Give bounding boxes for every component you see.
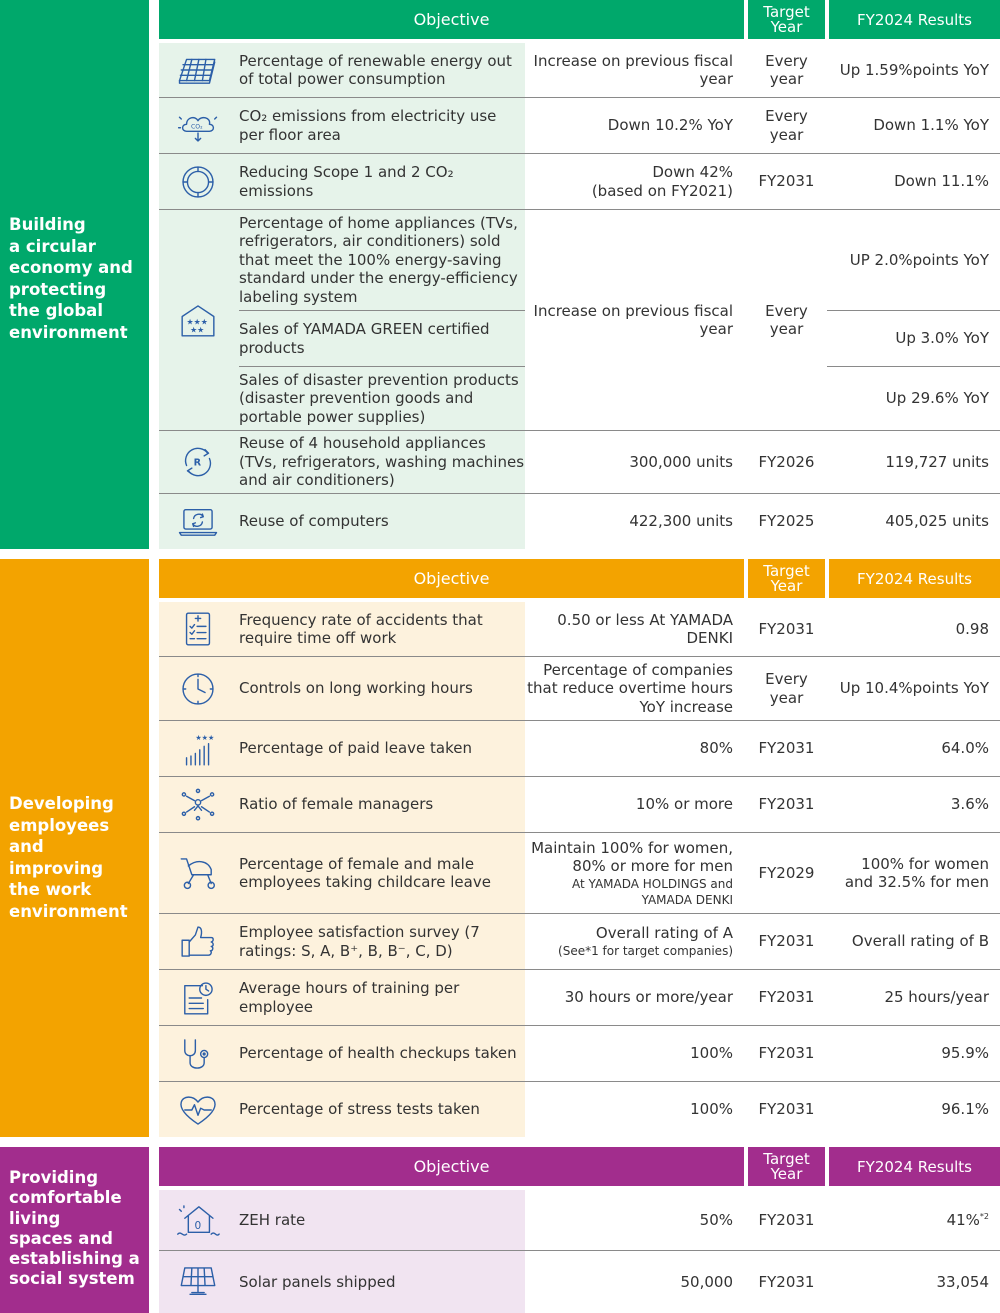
target-value <box>525 914 733 969</box>
objective-text: Percentage of stress tests taken <box>239 1100 480 1119</box>
svg-text:0: 0 <box>194 1219 202 1232</box>
target-value <box>525 833 733 913</box>
people-network-icon <box>169 783 227 827</box>
target-year: FY2031 <box>758 1100 815 1119</box>
result-value <box>829 1190 989 1250</box>
target-year: FY2031 <box>758 988 815 1007</box>
table-row <box>159 970 1000 1025</box>
result-value: Down 11.1% <box>894 172 989 191</box>
environment-band <box>0 0 149 549</box>
table-row <box>159 1190 1000 1250</box>
objective-text: Solar panels shipped <box>239 1272 396 1291</box>
target-year: FY2029 <box>758 863 815 882</box>
table-subrow <box>159 210 1000 310</box>
result-value: 64.0% <box>941 739 989 758</box>
objective-text: ZEH rate <box>239 1210 306 1229</box>
objective-text: CO₂ emissions from electricity use per floor area <box>239 107 497 144</box>
result-value: 100% for women and 32.5% for men <box>844 854 989 891</box>
target-year: FY2031 <box>758 1210 815 1229</box>
objective-text: Percentage of paid leave taken <box>239 739 472 758</box>
table-row <box>159 833 1000 913</box>
target-year: FY2031 <box>758 739 815 758</box>
living-band <box>0 1147 149 1313</box>
co2-cloud-icon <box>169 104 227 148</box>
result-value: 96.1% <box>941 1100 989 1119</box>
result-value: 0.98 <box>955 619 989 638</box>
target-value: 50,000 <box>680 1272 733 1291</box>
target-ring-icon <box>169 160 227 204</box>
target-year: FY2031 <box>758 1044 815 1063</box>
objective-text: Sales of disaster prevention products (disaster prevention goods and portable power supplies) <box>239 370 519 426</box>
objective-text: Average hours of training per employee <box>239 979 460 1016</box>
target-value: Increase on previous fiscal year <box>533 301 733 338</box>
objective-text: Controls on long working hours <box>239 679 473 698</box>
table-row <box>159 1251 1000 1313</box>
target-year-header: Target Year <box>763 561 810 595</box>
living-header <box>159 1147 1000 1186</box>
target-year: Every year <box>765 670 808 707</box>
employees-band <box>0 559 149 1137</box>
result-value: 95.9% <box>941 1044 989 1063</box>
employees-label: Developing employees and improving the work environment <box>9 794 128 921</box>
table-row <box>159 777 1000 832</box>
target-year: FY2025 <box>758 512 815 531</box>
target-year: Every year <box>765 301 808 338</box>
target-year: Every year <box>765 107 808 144</box>
table-row <box>159 98 1000 153</box>
target-year: FY2031 <box>758 172 815 191</box>
checklist-icon <box>169 607 227 651</box>
target-value: Down 42% (based on FY2021) <box>591 163 733 200</box>
target-main: Overall rating of A <box>595 924 733 943</box>
target-year: FY2031 <box>758 795 815 814</box>
objective-text: Percentage of home appliances (TVs, refrigerators, air conditioners) sold that meet the 100% energy-saving standard under the energy-efficiency labeling system <box>239 213 518 306</box>
target-year-header: Target Year <box>763 2 810 36</box>
result-value: Overall rating of B <box>851 932 989 951</box>
thumbs-up-icon <box>169 920 227 964</box>
table-subrow <box>159 367 1000 430</box>
table-row <box>159 914 1000 969</box>
svg-text:★★★: ★★★ <box>195 732 215 742</box>
target-value: 100% <box>690 1100 733 1119</box>
objective-text: Frequency rate of accidents that require time off work <box>239 610 483 647</box>
objective-text: Ratio of female managers <box>239 795 434 814</box>
result-value: UP 2.0%points YoY <box>849 250 989 269</box>
target-year: Every year <box>765 51 808 88</box>
environment-header <box>159 0 1000 39</box>
solar-panel-icon <box>169 48 227 92</box>
svg-text:R: R <box>193 457 202 469</box>
objective-text: Percentage of health checkups taken <box>239 1044 517 1063</box>
target-value: Increase on previous fiscal year <box>533 51 733 88</box>
stethoscope-icon <box>169 1032 227 1076</box>
table-row <box>159 657 1000 720</box>
results-header: FY2024 Results <box>857 569 972 588</box>
table-row <box>159 431 1000 493</box>
target-value: 50% <box>699 1210 733 1229</box>
objective-header: Objective <box>413 10 490 29</box>
objective-text: Employee satisfaction survey (7 ratings: S, A, B⁺, B, B⁻, C, D) <box>239 923 480 960</box>
result-value: 25 hours/year <box>884 988 989 1007</box>
svg-text:★★★: ★★★ <box>186 317 208 327</box>
training-document-icon <box>169 976 227 1020</box>
zeh-house-icon <box>169 1198 227 1242</box>
objective-header: Objective <box>413 569 490 588</box>
target-year: FY2031 <box>758 932 815 951</box>
target-year: FY2026 <box>758 452 815 471</box>
target-value: 100% <box>690 1044 733 1063</box>
results-header: FY2024 Results <box>857 10 972 29</box>
stroller-icon <box>169 851 227 895</box>
target-note: (See*1 for target companies) <box>558 943 733 958</box>
target-value: Percentage of companies that reduce overtime hours YoY increase <box>527 660 733 716</box>
objective-text: Sales of YAMADA GREEN certified products <box>239 320 490 357</box>
objective-text: Reuse of computers <box>239 512 389 531</box>
target-value: Down 10.2% YoY <box>607 116 733 135</box>
result-main: 41% <box>946 1210 980 1229</box>
objective-header: Objective <box>413 1157 490 1176</box>
table-row <box>159 494 1000 549</box>
target-year: FY2031 <box>758 619 815 638</box>
svg-text:★★: ★★ <box>190 325 205 335</box>
target-main: Maintain 100% for women, 80% or more for men <box>531 838 733 875</box>
clock-icon <box>169 667 227 711</box>
result-value: 33,054 <box>936 1272 989 1291</box>
results-header: FY2024 Results <box>857 1157 972 1176</box>
objective-text: Percentage of female and male employees taking childcare leave <box>239 854 491 891</box>
target-note: At YAMADA HOLDINGS and YAMADA DENKI <box>572 876 733 907</box>
result-value: Up 29.6% YoY <box>885 389 989 408</box>
heart-pulse-icon <box>169 1088 227 1132</box>
svg-text:CO₂: CO₂ <box>190 123 203 131</box>
bar-stars-icon <box>169 727 227 771</box>
living-label: Providing comfortable living spaces and establishing a social system <box>9 1168 140 1289</box>
objective-text: Reducing Scope 1 and 2 CO₂ emissions <box>239 163 454 200</box>
table-row <box>159 43 1000 97</box>
target-year-header: Target Year <box>763 1149 810 1183</box>
target-value: 422,300 units <box>629 512 733 531</box>
table-row <box>159 602 1000 656</box>
objective-text: Reuse of 4 household appliances (TVs, refrigerators, washing machines and air conditioners) <box>239 434 525 490</box>
target-value: 0.50 or less At YAMADA DENKI <box>557 610 733 647</box>
recycle-r-icon <box>169 440 227 484</box>
result-value: Up 3.0% YoY <box>895 329 989 348</box>
target-year: FY2031 <box>758 1272 815 1291</box>
table-row <box>159 721 1000 776</box>
target-value: 80% <box>699 739 733 758</box>
result-value: Down 1.1% YoY <box>873 116 989 135</box>
table-subrow <box>159 311 1000 366</box>
result-value: 3.6% <box>950 795 989 814</box>
table-row <box>159 154 1000 209</box>
table-row <box>159 1082 1000 1137</box>
target-value: 300,000 units <box>629 452 733 471</box>
solar-panel-stand-icon <box>169 1260 227 1304</box>
result-footnote: *2 <box>979 1212 989 1221</box>
target-value: 10% or more <box>635 795 733 814</box>
result-value: 405,025 units <box>885 512 989 531</box>
result-value: 119,727 units <box>885 452 989 471</box>
result-value: Up 10.4%points YoY <box>839 679 989 698</box>
result-value: Up 1.59%points YoY <box>839 60 989 79</box>
laptop-reuse-icon <box>169 500 227 544</box>
target-value: 30 hours or more/year <box>564 988 733 1007</box>
objective-text: Percentage of renewable energy out of total power consumption <box>239 51 512 88</box>
environment-label: Building a circular economy and protecting the global environment <box>9 215 133 342</box>
table-row <box>159 1026 1000 1081</box>
employees-header <box>159 559 1000 598</box>
